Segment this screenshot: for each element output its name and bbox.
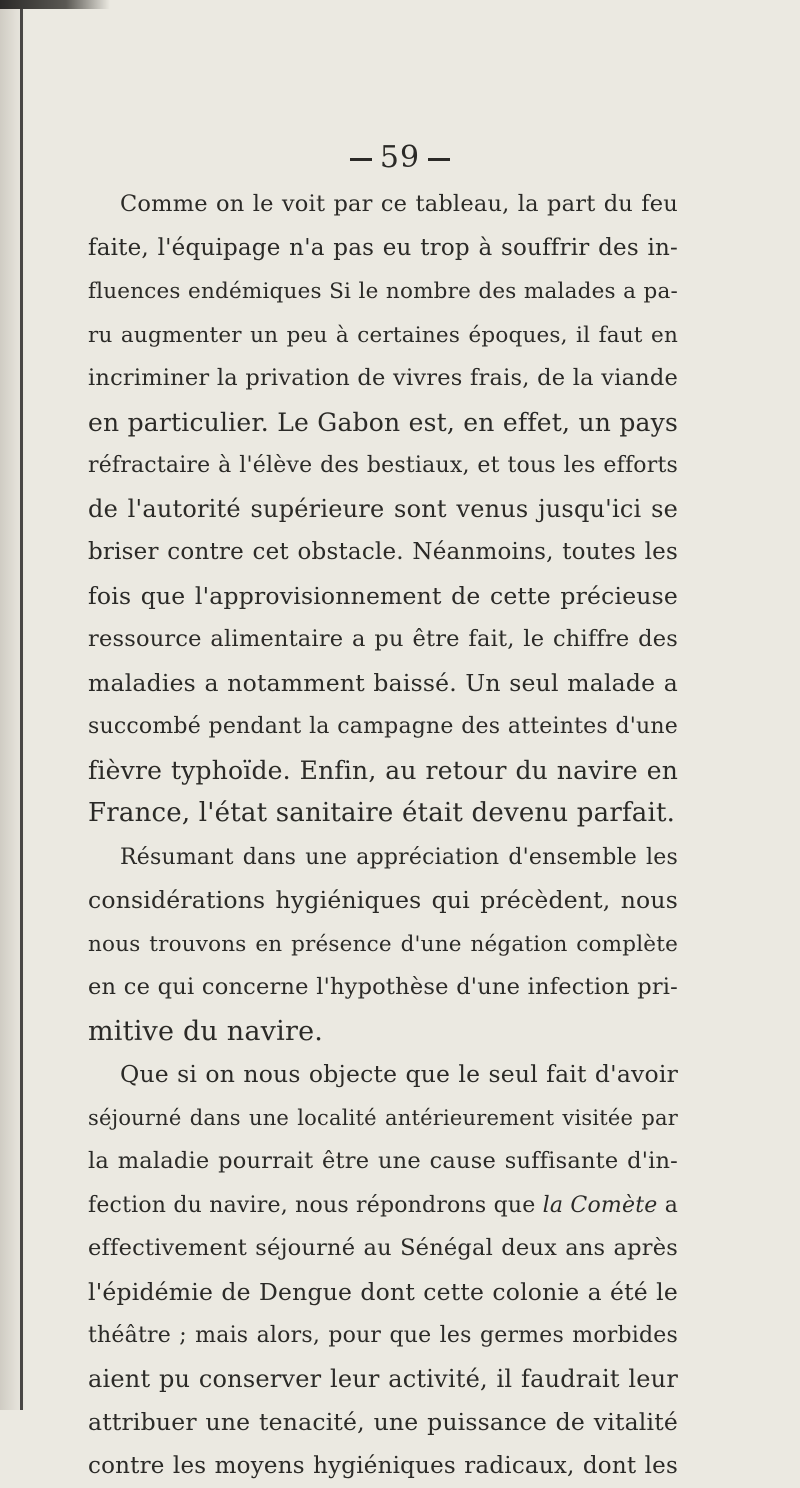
text-line: fois que l'approvisionnement de cette précieuse [88,575,678,619]
text-line: Résumant dans une appréciation d'ensemble les [88,836,678,880]
text-line: séjourné dans une localité antérieurement visitée par [88,1097,678,1141]
text-line: réfractaire à l'élève des bestiaux, et tous les efforts [88,444,678,488]
text-line: ressource alimentaire a pu être fait, le chiffre des [88,618,678,662]
text-line: attribuer une tenacité, une puissance de vitalité [88,1401,678,1445]
text-line: briser contre cet obstacle. Néanmoins, toutes les [88,531,678,575]
text-line: la maladie pourrait être une cause suffisante d'in- [88,1140,678,1184]
text-line: l'épidémie de Dengue dont cette colonie a été le [88,1271,678,1315]
text-line [88,1184,678,1228]
text-line: faite, l'équipage n'a pas eu trop à souffrir des in- [88,227,678,271]
text-line: succombé pendant la campagne des atteintes d'une [88,705,678,749]
text-line: ru augmenter un peu à certaines époques, il faut en [88,314,678,358]
text-line: mitive du navire. [88,1010,678,1054]
text-line: aient pu conserver leur activité, il faudrait leur [88,1358,678,1402]
body-text [88,183,678,1488]
page-binding-edge [20,0,23,1410]
page-corner-shadow [0,0,110,9]
text-line: contre les moyens hygiéniques radicaux, dont les [88,1445,678,1488]
text-line: incriminer la privation de vivres frais, de la viande [88,357,678,401]
page-number-dash-right [428,158,450,161]
text-line: en ce qui concerne l'hypothèse d'une infection pri- [88,966,678,1010]
text-line: théâtre ; mais alors, pour que les germes morbides [88,1314,678,1358]
page-number-text: 59 [380,140,420,175]
text-line: en particulier. Le Gabon est, en effet, un pays [88,401,678,445]
ship-name: la Comète [543,1193,658,1218]
text-line: France, l'état sanitaire était devenu parfait. [88,792,678,836]
text-line: Que si on nous objecte que le seul fait d'avoir [88,1053,678,1097]
text-segment: fection du navire, nous répondrons que [88,1193,535,1218]
text-line: nous trouvons en présence d'une négation complète [88,923,678,967]
text-line: maladies a notamment baissé. Un seul malade a [88,662,678,706]
text-line: effectivement séjourné au Sénégal deux ans après [88,1227,678,1271]
text-line: fluences endémiques Si le nombre des malades a pa- [88,270,678,314]
page-number-dash-left [350,158,372,161]
page-number [0,140,800,175]
text-line: fièvre typhoïde. Enfin, au retour du navire en [88,749,678,793]
text-segment: a [665,1193,678,1218]
text-line: de l'autorité supérieure sont venus jusqu'ici se [88,488,678,532]
text-line: considérations hygiéniques qui précèdent, nous [88,879,678,923]
text-line: Comme on le voit par ce tableau, la part du feu [88,183,678,227]
